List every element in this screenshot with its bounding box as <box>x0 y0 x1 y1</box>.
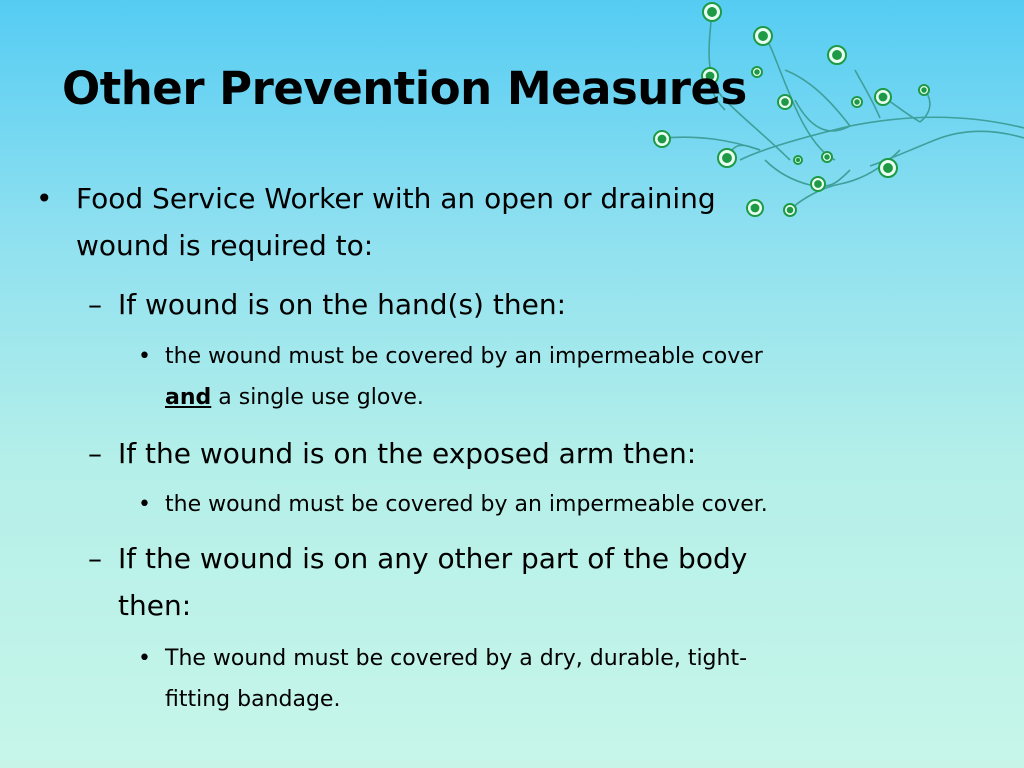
vine-branch <box>785 70 850 126</box>
green-dot <box>875 89 891 105</box>
green-dot <box>852 97 862 107</box>
green-dot <box>794 156 802 164</box>
case-other-detail-line-2: fitting bandage. <box>165 687 341 712</box>
green-dot <box>879 159 897 177</box>
green-dot <box>752 67 762 77</box>
emphasis-and: and <box>165 385 212 410</box>
green-dot <box>703 3 721 21</box>
case-hand-heading: If wound is on the hand(s) then: <box>118 288 566 321</box>
case-other-heading-line-2: then: <box>118 589 192 622</box>
green-dot <box>747 200 763 216</box>
green-dot <box>828 46 846 64</box>
vine-branch <box>790 150 900 210</box>
vine-branch <box>763 36 835 160</box>
case-arm-detail: the wound must be covered by an impermeable cover. <box>165 492 768 517</box>
dash-icon: – <box>88 437 102 470</box>
sub-bullet-icon: • <box>138 646 151 671</box>
vine-branch <box>765 160 810 185</box>
case-arm-heading: If the wound is on the exposed arm then: <box>118 437 697 470</box>
case-hand-detail-line-2 <box>165 385 424 410</box>
dash-icon: – <box>88 288 102 321</box>
intro-line-1: Food Service Worker with an open or draining <box>76 182 716 215</box>
slide-title: Other Prevention Measures <box>62 62 747 115</box>
green-dot <box>778 95 792 109</box>
green-dot <box>754 27 772 45</box>
case-hand-detail-line-1: the wound must be covered by an impermeable cover <box>165 344 763 369</box>
green-dot <box>654 131 670 147</box>
green-dot <box>811 177 825 191</box>
case-other-heading-line-1: If the wound is on any other part of the body <box>118 542 748 575</box>
case-hand-detail-rest: a single use glove. <box>211 385 424 410</box>
green-dot <box>822 152 832 162</box>
sub-bullet-icon: • <box>138 492 151 517</box>
dash-icon: – <box>88 542 102 575</box>
case-other-detail-line-1: The wound must be covered by a dry, durable, tight- <box>165 646 748 671</box>
intro-line-2: wound is required to: <box>76 229 374 262</box>
bullet-icon: • <box>36 182 53 215</box>
green-dot <box>784 204 796 216</box>
vine-branch <box>662 137 760 150</box>
green-dot <box>718 149 736 167</box>
green-dot <box>919 85 929 95</box>
sub-bullet-icon: • <box>138 344 151 369</box>
